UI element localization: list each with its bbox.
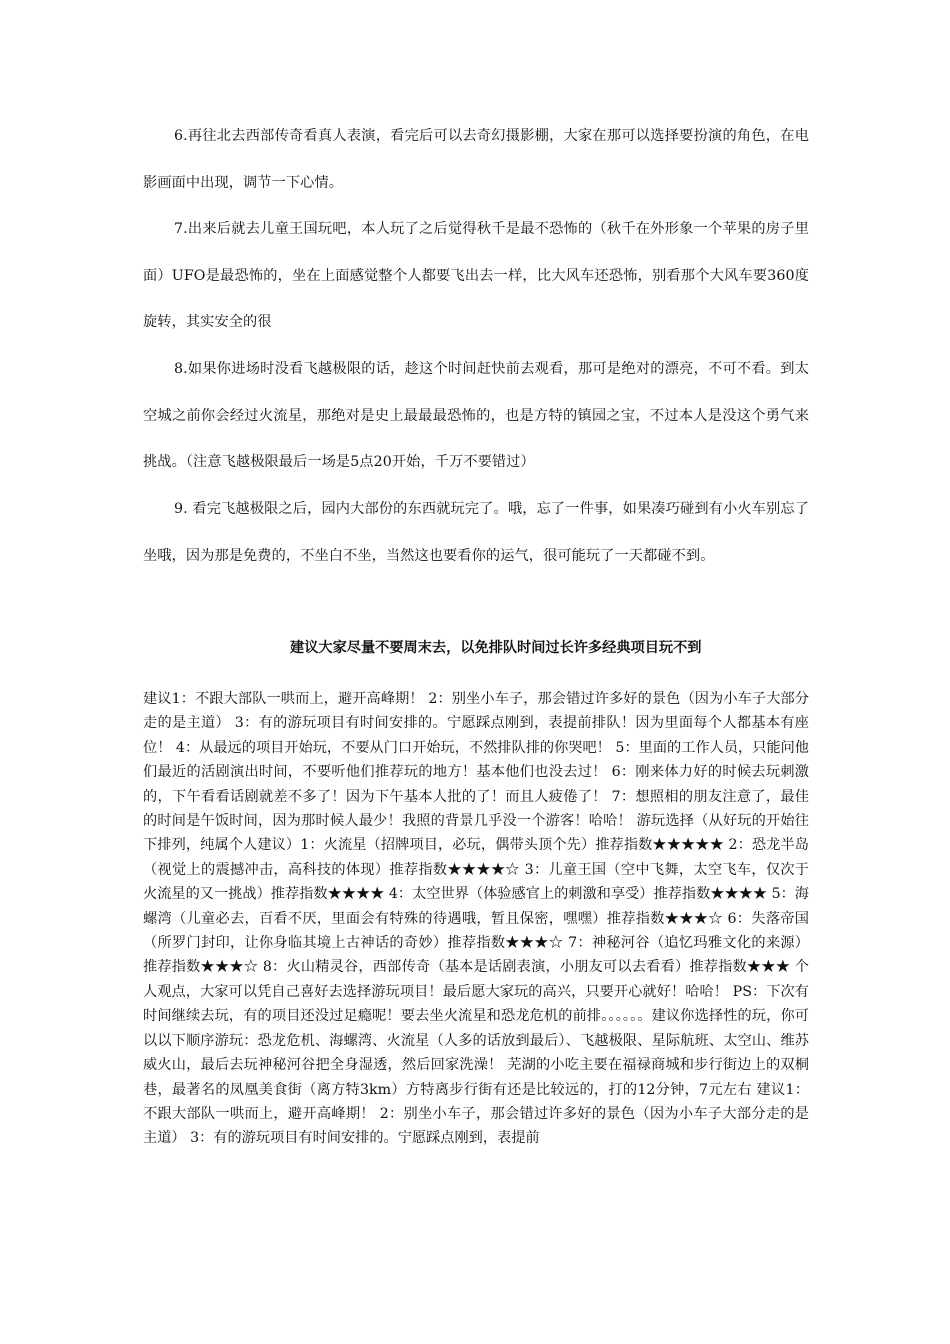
section-heading: 建议大家尽量不要周末去，以免排队时间过长许多经典项目玩不到 <box>290 640 702 656</box>
paragraph-7: 7.出来后就去儿童王国玩吧，本人玩了之后觉得秋千是最不恐怖的（秋千在外形象一个苹果的房子里面）UFO是最恐怖的，坐在上面感觉整个人都要飞出去一样，比大风车还恐怖，别看那个大风车要360度旋转，其实安全的很 <box>143 221 809 330</box>
tips-body-text: 建议1：不跟大部队一哄而上，避开高峰期！ 2：别坐小车子，那会错过许多好的景色（因为小车子大部分走的是主道） 3：有的游玩项目有时间安排的。宁愿踩点刚到，表提前排队！因为里面每个人都基本有座位！ 4：从最远的项目开始玩，不要从门口开始玩，不然排队排的你哭吧！ 5：里面的工作人员，只能问他们最近的活剧演出时间，不要听他们推荐玩的地方！基本他们也没去过！ 6：刚来体力好的时候去玩刺激的，下午看看话剧就差不多了！因为下午基本人批的了！而且人疲倦了！ 7：想照相的朋友注意了，最佳的时间是午饭时间，因为那时候人最少！我照的背景几乎没一个游客！哈哈！ 游玩选择（从好玩的开始往下排列，纯属个人建议）1：火流星（招牌项目，必玩，偶带头顶个先）推荐指数★★★★★ 2：恐龙半岛（视觉上的震撼冲击，高科技的体现）推荐指数★★★★☆ 3：儿童王国（空中飞舞，太空飞车，仅次于火流星的又一挑战）推荐指数★★★★ 4：太空世界（体验感官上的刺激和享受）推荐指数★★★★ 5：海螺湾（儿童必去，百看不厌，里面会有特殊的待遇哦，暂且保密，嘿嘿）推荐指数★★★☆ 6：失落帝国（所罗门封印，让你身临其境上古神话的奇妙）推荐指数★★★☆ 7：神秘河谷（追忆玛雅文化的来源）推荐指数★★★☆ 8：火山精灵谷，西部传奇（基本是话剧表演，小朋友可以去看看）推荐指数★★★ 个人观点，大家可以凭自己喜好去选择游玩项目！最后愿大家玩的高兴，只要开心就好！哈哈！ PS：下次有时间继续去玩，有的项目还没过足瘾呢！要去坐火流星和恐龙危机的前排。。。。。。建议你选择性的玩，你可以以下顺序游玩：恐龙危机、海螺湾、火流星（人多的话放到最后）、飞越极限、星际航班、太空山、维苏威火山，最后去玩神秘河谷把全身湿透，然后回家洗澡！ 芜湖的小吃主要在福禄商城和步行街边上的双桐巷，最著名的凤凰美食街（离方特3km）方特离步行街有还是比较远的，打的12分钟，7元左右 建议1：不跟大部队一哄而上，避开高峰期！ 2：别坐小车子，那会错过许多好的景色（因为小车子大部分走的是主道） 3：有的游玩项目有时间安排的。宁愿踩点刚到，表提前 <box>143 691 809 1147</box>
paragraph-9: 9. 看完飞越极限之后，园内大部份的东西就玩完了。哦，忘了一件事，如果凑巧碰到有小火车别忘了坐哦，因为那是免费的，不坐白不坐，当然这也要看你的运气，很可能玩了一天都碰不到。 <box>143 501 809 564</box>
paragraph-6: 6.再往北去西部传奇看真人表演，看完后可以去奇幻摄影棚，大家在那可以选择要扮演的角色，在电影画面中出现，调节一下心情。 <box>143 128 809 191</box>
paragraph-8: 8.如果你进场时没看飞越极限的话，趁这个时间赶快前去观看，那可是绝对的漂亮，不可不看。到太空城之前你会经过火流星，那绝对是史上最最最恐怖的，也是方特的镇园之宝，不过本人是没这个勇气来挑战。（注意飞越极限最后一场是5点20开始，千万不要错过） <box>143 361 809 470</box>
